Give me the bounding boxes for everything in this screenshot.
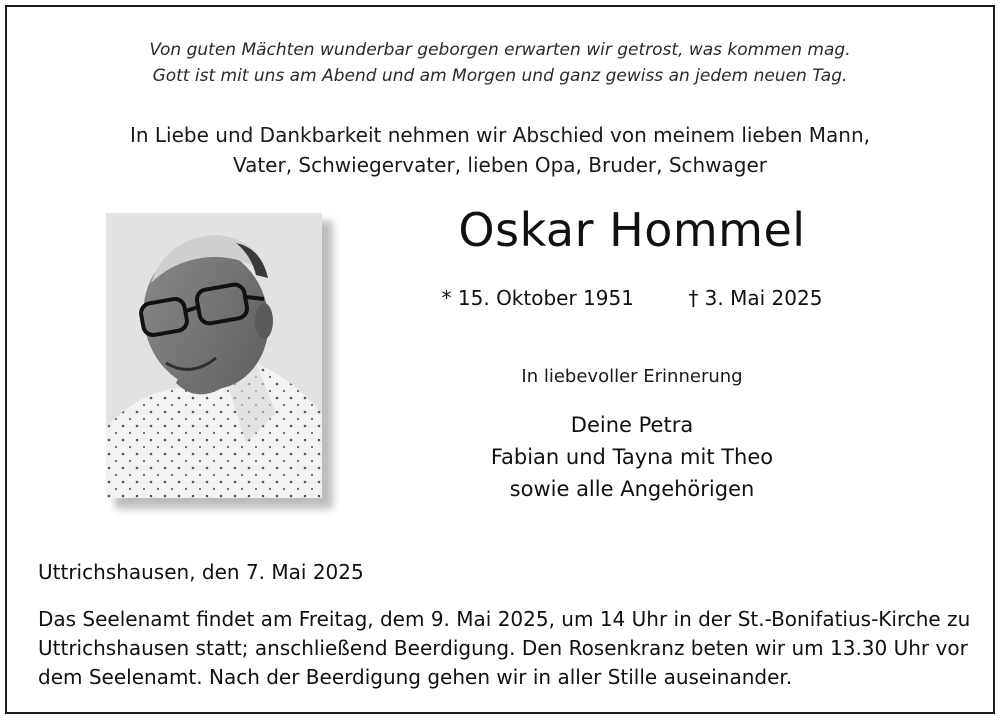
birth-date: * 15. Oktober 1951 — [441, 286, 634, 310]
deceased-name: Oskar Hommel — [458, 203, 806, 257]
life-dates — [392, 283, 872, 313]
obituary-card — [5, 5, 995, 714]
portrait-photo — [106, 213, 322, 498]
family-line-3: sowie alle Angehörigen — [509, 477, 755, 501]
intro-line-1: In Liebe und Dankbarkeit nehmen wir Abschied von meinem lieben Mann, — [129, 123, 870, 147]
notice-line-2: Uttrichshausen statt; anschließend Beerdigung. Den Rosenkranz beten wir um 13.30 Uhr vor — [38, 636, 968, 660]
memory-line: In liebevoller Erinnerung — [521, 366, 743, 387]
family-line-2: Fabian und Tayna mit Theo — [490, 445, 774, 469]
notice-line-1: Das Seelenamt findet am Freitag, dem 9. Mai 2025, um 14 Uhr in der St.-Bonifatius-Kirche zu — [38, 607, 971, 631]
intro-text — [7, 120, 993, 180]
funeral-notice — [38, 605, 978, 692]
death-date: † 3. Mai 2025 — [688, 286, 823, 310]
family-signatures — [392, 409, 872, 505]
portrait-illustration — [106, 213, 322, 498]
family-line-1: Deine Petra — [570, 413, 694, 437]
place-and-date: Uttrichshausen, den 7. Mai 2025 — [38, 560, 364, 584]
intro-line-2: Vater, Schwiegervater, lieben Opa, Bruder, Schwager — [232, 153, 768, 177]
motto-quote — [7, 37, 993, 89]
notice-line-3: dem Seelenamt. Nach der Beerdigung gehen wir in aller Stille auseinander. — [38, 665, 793, 689]
motto-line-1: Von guten Mächten wunderbar geborgen erwarten wir getrost, was kommen mag. — [149, 40, 851, 60]
motto-line-2: Gott ist mit uns am Abend und am Morgen und ganz gewiss an jedem neuen Tag. — [152, 66, 848, 86]
